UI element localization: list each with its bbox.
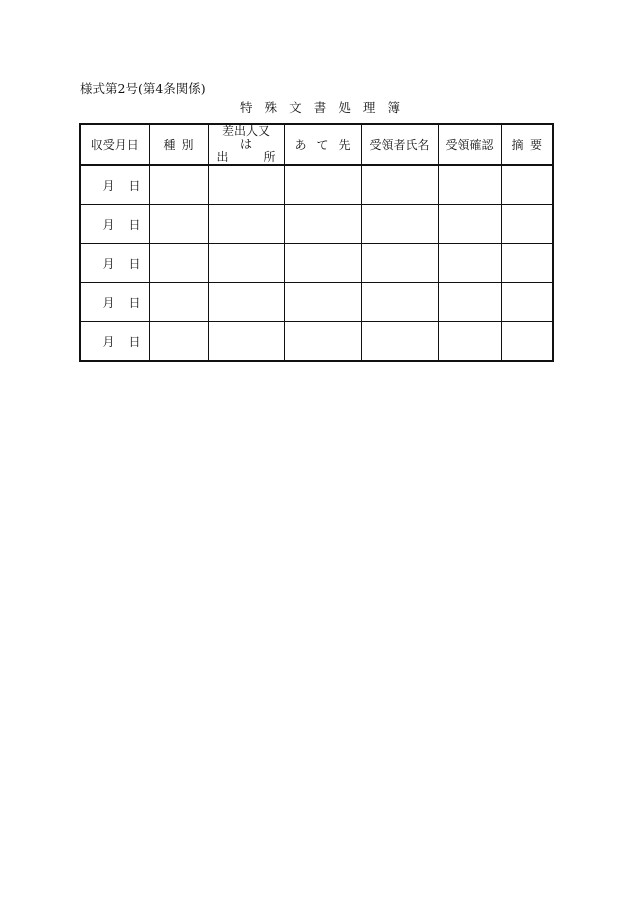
type-cell <box>149 205 208 244</box>
header-sender-line1: 差出人又は <box>221 124 270 151</box>
header-receiver-name: 受領者氏名 <box>361 124 438 165</box>
date-cell <box>80 322 149 362</box>
header-remarks-char: 要 <box>529 138 542 152</box>
date-cell <box>80 165 149 205</box>
remarks-cell <box>501 322 553 362</box>
table-row <box>80 165 553 205</box>
title-char: 特 <box>240 100 253 115</box>
type-cell <box>149 283 208 322</box>
type-cell <box>149 244 208 283</box>
day-label: 日 <box>128 256 141 271</box>
sender-cell <box>208 322 284 362</box>
month-label: 月 <box>102 256 115 271</box>
document-title <box>240 98 400 116</box>
receiver-name-cell <box>361 205 438 244</box>
remarks-cell <box>501 165 553 205</box>
month-label: 月 <box>102 178 115 193</box>
header-type <box>149 124 208 165</box>
receiver-name-cell <box>361 244 438 283</box>
addressee-cell <box>284 205 361 244</box>
title-char: 簿 <box>387 100 400 115</box>
day-label: 日 <box>128 217 141 232</box>
day-label: 日 <box>128 295 141 310</box>
special-document-ledger-table <box>79 123 554 362</box>
table-row <box>80 205 553 244</box>
type-cell <box>149 165 208 205</box>
form-label: 様式第2号(第4条関係) <box>80 81 206 96</box>
remarks-cell <box>501 244 553 283</box>
header-sender-char: 所 <box>263 150 276 164</box>
header-addressee <box>284 124 361 165</box>
header-sender <box>208 124 284 165</box>
day-label: 日 <box>128 178 141 193</box>
month-label: 月 <box>102 334 115 349</box>
receipt-check-cell <box>438 283 501 322</box>
table-row <box>80 322 553 362</box>
sender-cell <box>208 205 284 244</box>
date-cell <box>80 283 149 322</box>
receiver-name-cell <box>361 165 438 205</box>
addressee-cell <box>284 283 361 322</box>
sender-cell <box>208 165 284 205</box>
table-row <box>80 283 553 322</box>
addressee-cell <box>284 322 361 362</box>
header-received-date: 収受月日 <box>80 124 149 165</box>
type-cell <box>149 322 208 362</box>
sender-cell <box>208 244 284 283</box>
table-row <box>80 244 553 283</box>
header-addressee-char: て <box>316 138 329 152</box>
date-cell <box>80 205 149 244</box>
date-cell <box>80 244 149 283</box>
header-remarks <box>501 124 553 165</box>
header-addressee-char: あ <box>294 138 307 152</box>
remarks-cell <box>501 205 553 244</box>
receiver-name-cell <box>361 322 438 362</box>
header-sender-char: 出 <box>216 150 229 164</box>
title-char: 書 <box>313 100 327 115</box>
header-sender-line2 <box>217 151 276 164</box>
receipt-check-cell <box>438 322 501 362</box>
receipt-check-cell <box>438 165 501 205</box>
month-label: 月 <box>102 217 115 232</box>
addressee-cell <box>284 165 361 205</box>
receiver-name-cell <box>361 283 438 322</box>
header-type-char: 種 <box>163 138 176 152</box>
header-type-char: 別 <box>181 138 194 152</box>
title-char: 殊 <box>264 100 278 115</box>
receipt-check-cell <box>438 205 501 244</box>
header-addressee-char: 先 <box>338 138 351 152</box>
title-char: 文 <box>289 100 302 115</box>
title-char: 処 <box>338 100 351 115</box>
day-label: 日 <box>128 334 141 349</box>
addressee-cell <box>284 244 361 283</box>
sender-cell <box>208 283 284 322</box>
receipt-check-cell <box>438 244 501 283</box>
title-char: 理 <box>362 100 376 115</box>
remarks-cell <box>501 283 553 322</box>
header-receipt-check: 受領確認 <box>438 124 501 165</box>
header-remarks-char: 摘 <box>511 138 524 152</box>
month-label: 月 <box>102 295 115 310</box>
header-row <box>80 124 553 165</box>
